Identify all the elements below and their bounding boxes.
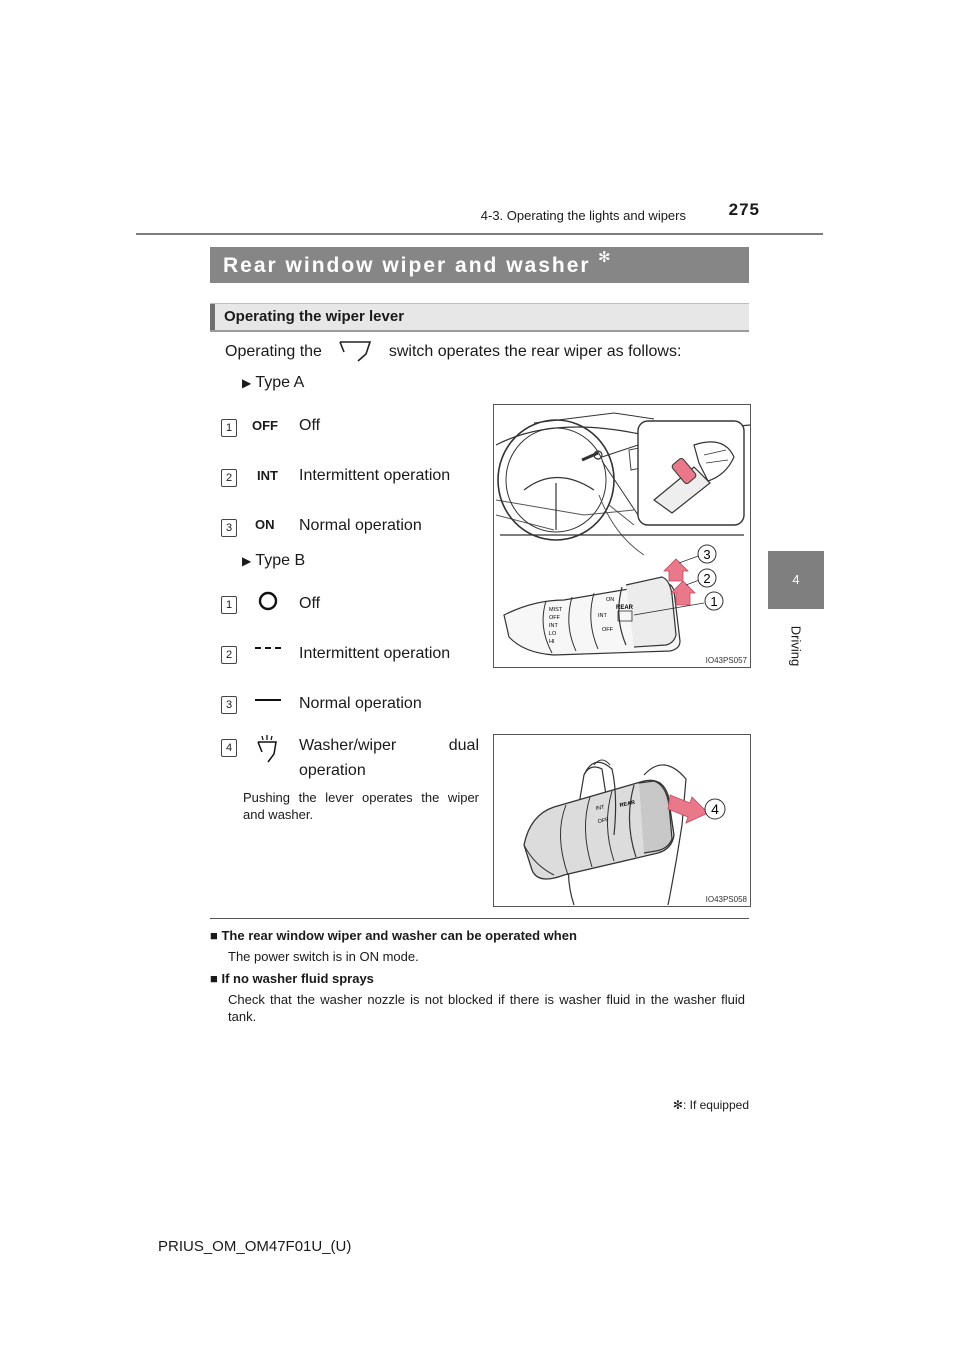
on-symbol: ON [255,517,275,532]
footnote [560,1098,749,1112]
section-title: Rear window wiper and washer [223,254,591,277]
note-text: The power switch is in ON mode. [228,949,419,964]
lever-label: LO [549,631,557,637]
rear-wiper-icon [326,343,384,361]
document-code: PRIUS_OM_OM47F01U_(U) [158,1238,352,1255]
header-rule [136,233,823,235]
square-bullet-icon: ■ [210,971,218,986]
type-b-label [242,552,305,570]
item-text: Intermittent operation [299,645,451,662]
figure-1-drawing [494,405,750,667]
square-bullet-icon: ■ [210,928,218,943]
callout-3: 3 [703,547,711,562]
figure-washer-push [493,734,751,907]
intermittent-dashes-icon [254,642,282,654]
off-circle-icon [257,590,279,612]
callout-1: 1 [710,594,718,609]
callout-2: 2 [703,571,711,586]
footnote-text: : If equipped [682,1098,749,1112]
lever-label: REAR [616,605,634,611]
figure-code: IO43PS058 [705,895,747,904]
intro-text [225,343,681,361]
lever-label: ON [606,597,615,603]
lever-label: REAR [619,799,636,809]
note-heading [210,928,577,943]
lever-label: OFF [602,627,613,633]
section-title-bar [210,247,749,283]
lever-label: HI [549,639,555,645]
item-number-badge: 3 [221,696,237,714]
lever-label: INT [598,613,607,619]
note-heading-text: The rear window wiper and washer can be operated when [221,928,577,943]
note-text: Check that the washer nozzle is not blocked if there is washer fluid in the washer fluid tank. [228,992,745,1024]
item-text: Normal operation [299,695,422,712]
lever-label: MIST [549,607,563,613]
item-number-badge: 1 [221,596,237,614]
item-text: Off [299,417,321,434]
item-number-badge: 2 [221,469,237,487]
section-path: 4-3. Operating the lights and wipers [480,208,686,223]
type-a-label [242,374,304,392]
chapter-tab-label [768,616,824,676]
figure-code: IO43PS057 [705,656,747,665]
item-text: Intermittent operation [299,467,451,484]
item-text-line1: Washer/wiper dual [299,737,479,754]
intro-after: switch operates the rear wiper as follows: [388,343,682,361]
lever-label: OFF [597,817,610,825]
item-number-badge: 1 [221,419,237,437]
int-symbol: INT [257,468,278,483]
callout-4: 4 [711,801,719,817]
item-number-badge: 3 [221,519,237,537]
lever-label: INT [595,804,606,812]
subsection-bar [210,303,749,332]
if-equipped-mark: ✻ [598,249,611,266]
figure-2-drawing [494,735,750,906]
page-number: 275 [728,200,760,219]
item-text-line2: operation [299,762,366,779]
if-equipped-mark: ✻ [672,1098,683,1112]
subsection-accent [210,304,215,330]
washer-wiper-icon [254,734,280,766]
chapter-tab-label-text: Driving [788,625,804,667]
intro-before: Operating the [225,343,322,361]
triangle-bullet-icon: ▶ [242,376,252,390]
triangle-bullet-icon: ▶ [242,554,252,568]
off-symbol: OFF [252,418,278,433]
subsection-title: Operating the wiper lever [224,308,405,325]
lever-label: OFF [549,615,560,621]
type-b-label-text: Type B [255,552,306,569]
item-text: Off [299,595,321,612]
item-number-badge: 2 [221,646,237,664]
note-heading [210,971,374,986]
item-text: Normal operation [299,517,422,534]
type-a-label-text: Type A [255,374,305,391]
figure-wiper-lever-type [493,404,751,668]
item-note: Pushing the lever operates the wiper and washer. [243,790,479,822]
notes-rule [210,918,749,919]
lever-label: INT [549,623,558,629]
normal-line-icon [254,696,282,704]
item-number-badge: 4 [221,739,237,757]
note-heading-text: If no washer fluid sprays [221,971,374,986]
chapter-tab-number[interactable]: 4 [768,551,824,609]
